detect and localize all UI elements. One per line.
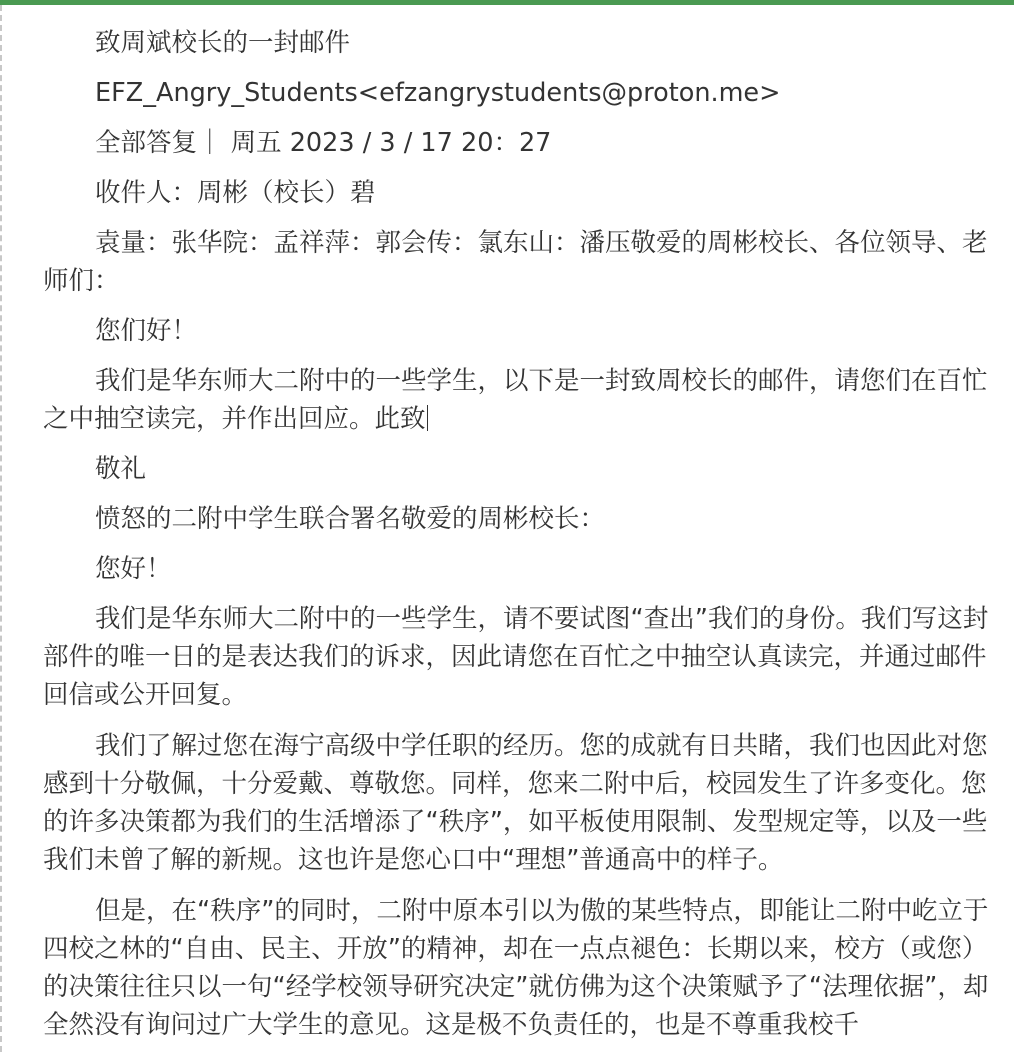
email-subject: 致周斌校长的一封邮件 [95,28,351,58]
text-cursor [427,405,428,431]
signature-and-address: 愤怒的二附中学生联合署名敬爱的周彬校长： [95,504,606,534]
email-body [43,24,998,1057]
email-from: EFZ_Angry_Students<efzangrystudents@proton.me> [95,78,781,108]
email-cc: 袁量：张华院：孟祥萍：郭会传：氯东山：潘压敬爱的周彬校长、各位领导、老师们： [43,228,988,296]
salute: 敬礼 [95,454,147,484]
greeting-2: 您好！ [95,554,172,584]
paragraph-3: 但是，在“秩序”的同时，二附中原本引以为傲的某些特点，即能让二附中屹立于四校之林的“自由、民主、开放”的精神，却在一点点褪色：长期以来，校方（或您）的决策往往只以一句“经学校领导研究决定”就仿佛为这个决策赋予了“法理依据”，却全然没有询问过广大学生的意见。这是极不负责任的，也是不尊重我校千 [43,896,989,1040]
greeting-1: 您们好！ [95,316,198,346]
reply-meta: 全部答复｜ 周五 2023 / 3 / 17 20：27 [95,128,552,158]
intro-text: 我们是华东师大二附中的一些学生，以下是一封致周校长的邮件，请您们在百忙之中抽空读完，并作出回应。此致 [43,366,988,434]
top-accent-bar [0,0,1014,5]
paragraph-2: 我们了解过您在海宁高级中学任职的经历。您的成就有日共睹，我们也因此对您感到十分敬佩，十分爱戴、尊敬您。同样，您来二附中后，校园发生了许多变化。您的许多决策都为我们的生活增添了“秩序”，如平板使用限制、发型规定等，以及一些我们未曾了解的新规。这也许是您心口中“理想”普通高中的样子。 [43,731,988,875]
left-dashed-border [0,5,2,1052]
email-recipient: 收件人：周彬（校长）碧 [95,178,376,208]
intro-paragraph [43,362,998,438]
paragraph-1: 我们是华东师大二附中的一些学生，请不要试图“查出”我们的身份。我们写这封部件的唯一日的是表达我们的诉求，因此请您在百忙之中抽空认真读完，并通过邮件回信或公开回复。 [43,604,989,710]
